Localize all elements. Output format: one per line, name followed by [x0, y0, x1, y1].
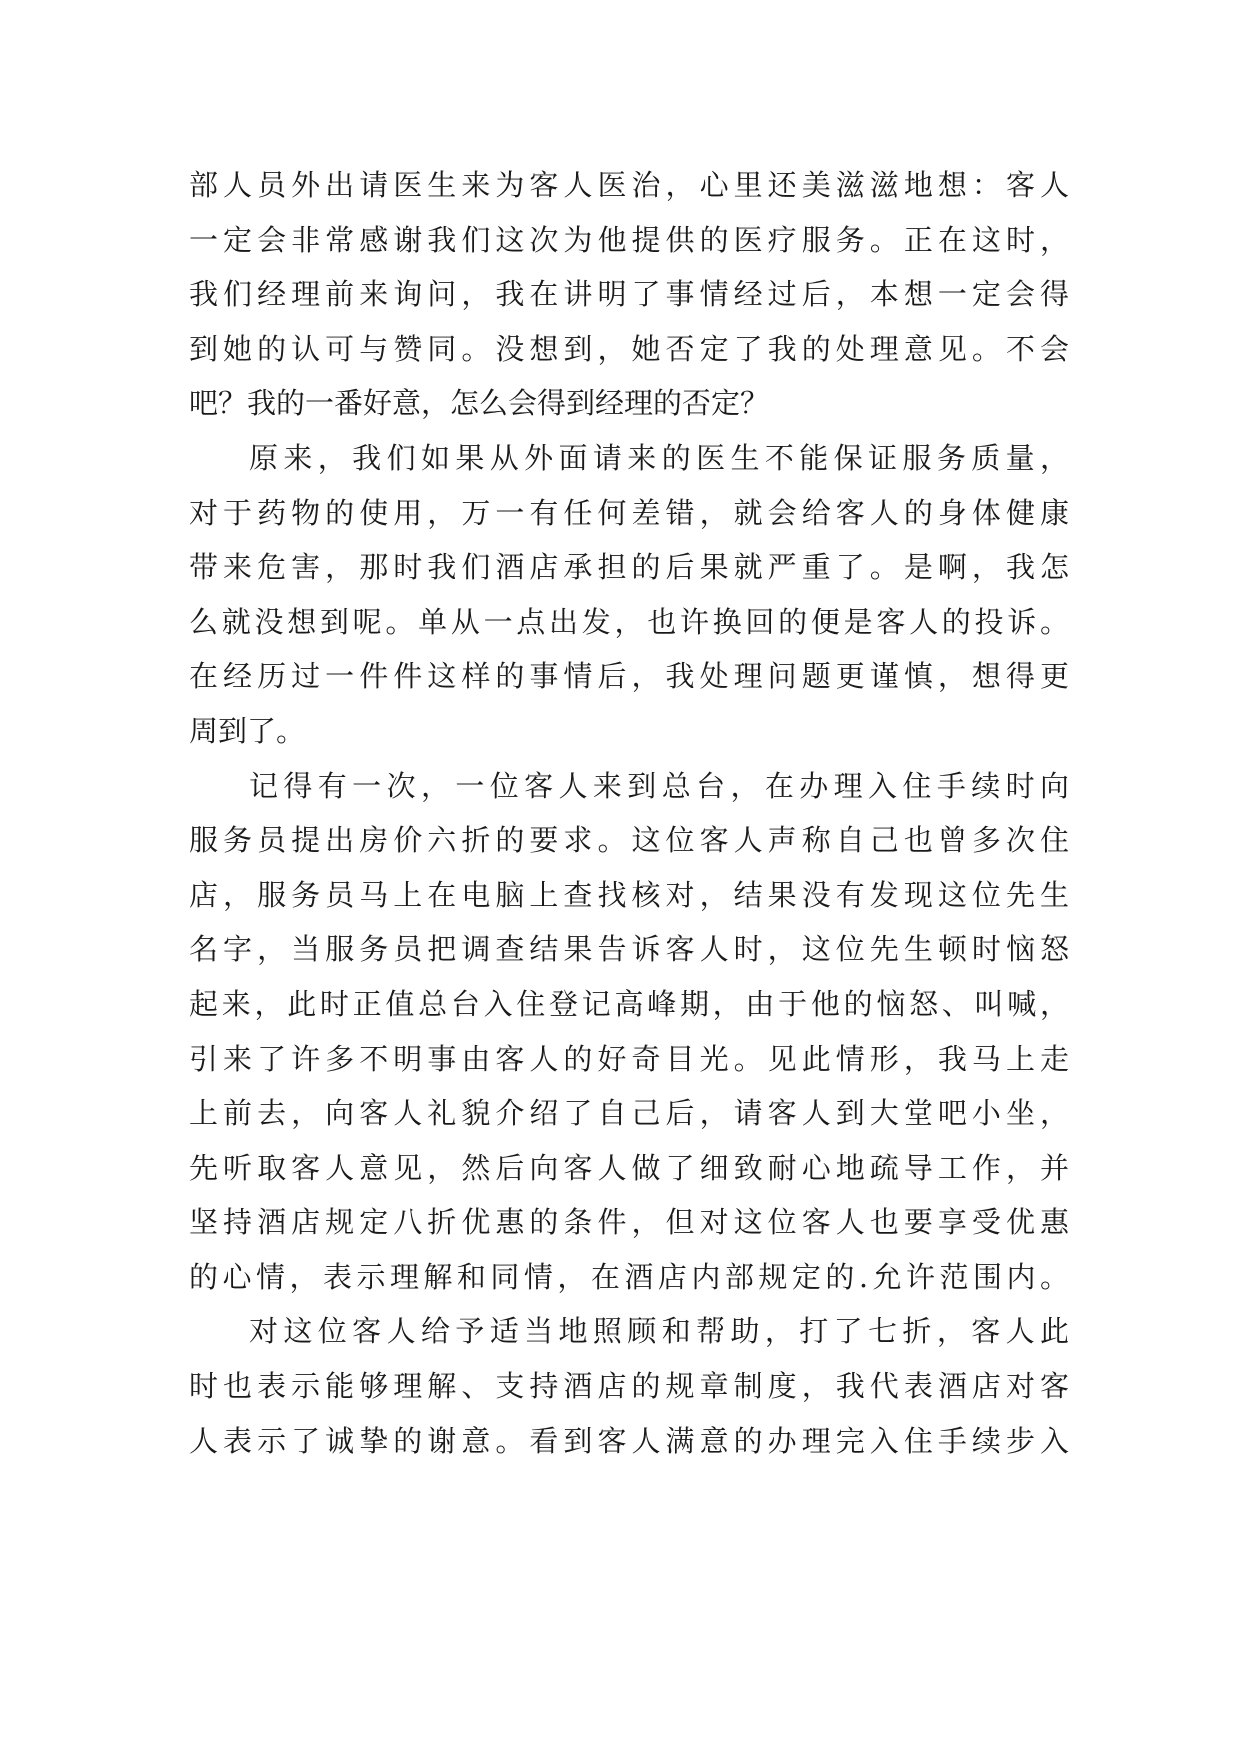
text-line: 原来，我们如果从外面请来的医生不能保证服务质量，: [249, 440, 1069, 475]
text-line: 起来，此时正值总台入住登记高峰期，由于他的恼怒、叫喊，: [189, 986, 1069, 1021]
text-line: 吧？我的一番好意，怎么会得到经理的否定？: [189, 386, 770, 421]
text-line: 周到了。: [189, 713, 306, 748]
text-line: 对于药物的使用，万一有任何差错，就会给客人的身体健康: [189, 495, 1069, 530]
paragraph: [189, 431, 1069, 759]
text-line: 的心情，表示理解和同情，在酒店内部规定的.允许范围内。: [189, 1259, 1069, 1294]
text-line: 记得有一次，一位客人来到总台，在办理入住手续时向: [249, 768, 1069, 803]
text-line: 部人员外出请医生来为客人医治，心里还美滋滋地想：客人: [189, 168, 1069, 202]
text-line: 店，服务员马上在电脑上查找核对，结果没有发现这位先生: [189, 877, 1069, 912]
text-line: 人表示了诚挚的谢意。看到客人满意的办理完入住手续步入: [189, 1423, 1069, 1458]
text-line: 上前去，向客人礼貌介绍了自己后，请客人到大堂吧小坐，: [189, 1096, 1069, 1131]
paragraph: [189, 158, 1069, 431]
text-line: 引来了许多不明事由客人的好奇目光。见此情形，我马上走: [189, 1041, 1069, 1076]
text-line: 名字，当服务员把调查结果告诉客人时，这位先生顿时恼怒: [189, 932, 1069, 967]
text-line: 带来危害，那时我们酒店承担的后果就严重了。是啊，我怎: [189, 550, 1069, 585]
text-line: 服务员提出房价六折的要求。这位客人声称自己也曾多次住: [189, 823, 1069, 858]
paragraph: [189, 1304, 1069, 1468]
text-line: 我们经理前来询问，我在讲明了事情经过后，本想一定会得: [189, 277, 1069, 312]
text-line: 么就没想到呢。单从一点出发，也许换回的便是客人的投诉。: [189, 604, 1069, 639]
text-line: 先听取客人意见，然后向客人做了细致耐心地疏导工作，并: [189, 1150, 1069, 1185]
text-line: 时也表示能够理解、支持酒店的规章制度，我代表酒店对客: [189, 1369, 1069, 1404]
text-line: 到她的认可与赞同。没想到，她否定了我的处理意见。不会: [189, 331, 1069, 366]
text-line: 坚持酒店规定八折优惠的条件，但对这位客人也要享受优惠: [189, 1205, 1069, 1240]
text-line: 对这位客人给予适当地照顾和帮助，打了七折，客人此: [249, 1314, 1069, 1349]
text-line: 一定会非常感谢我们这次为他提供的医疗服务。正在这时，: [189, 222, 1069, 257]
text-line: 在经历过一件件这样的事情后，我处理问题更谨慎，想得更: [189, 659, 1069, 694]
document-body: [189, 158, 1069, 1468]
paragraph: [189, 759, 1069, 1305]
